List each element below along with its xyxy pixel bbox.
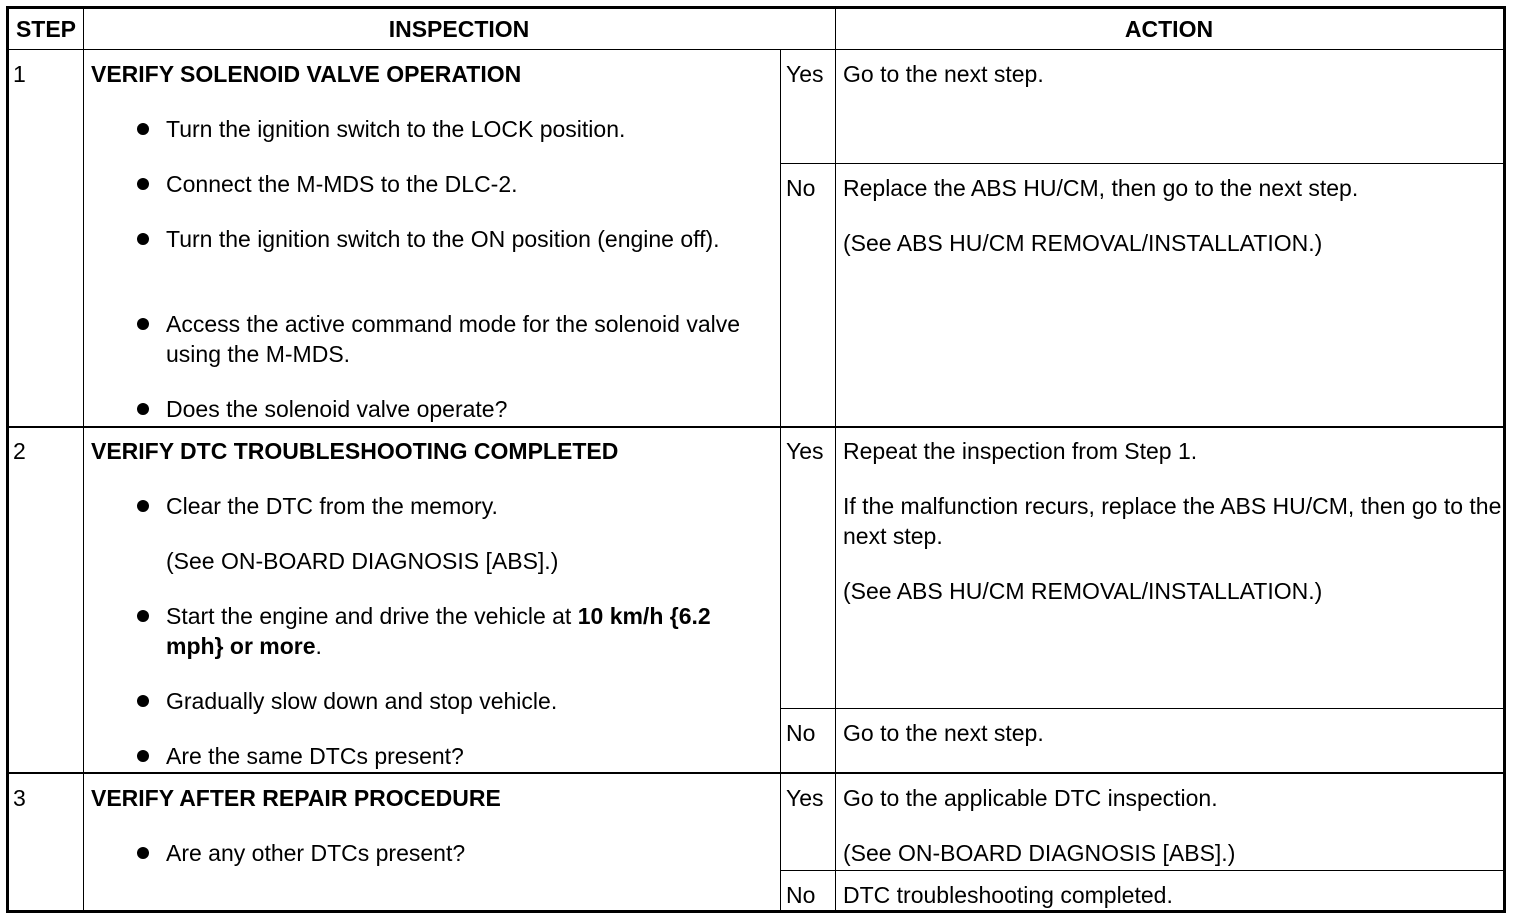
inspection-bullet: Clear the DTC from the memory.: [166, 493, 498, 519]
inspection-bullet: Does the solenoid valve operate?: [166, 396, 508, 422]
action-text: Replace the ABS HU/CM, then go to the next step.: [843, 175, 1359, 201]
action-text: Go to the next step.: [843, 720, 1044, 746]
step-title: VERIFY DTC TROUBLESHOOTING COMPLETED: [91, 438, 619, 464]
action-text: (See ABS HU/CM REMOVAL/INSTALLATION.): [843, 578, 1323, 604]
step-number: 3: [13, 785, 26, 811]
bullet-icon: [137, 123, 149, 135]
subrow-divider-1: [780, 163, 1503, 164]
subrow-divider-3: [780, 870, 1503, 871]
no-label: No: [786, 175, 816, 201]
bullet-icon: [137, 695, 149, 707]
inspection-bullet: [166, 601, 726, 661]
inspection-bullet: Gradually slow down and stop vehicle.: [166, 688, 558, 714]
step-number: 1: [13, 61, 26, 87]
inspection-bullet: Are the same DTCs present?: [166, 743, 464, 769]
bullet-text-end: .: [315, 633, 322, 659]
troubleshooting-table: [6, 6, 1506, 913]
inspection-bullet: Access the active command mode for the solenoid valve using the M-MDS.: [166, 311, 741, 367]
bullet-icon: [137, 847, 149, 859]
inspection-bullet: Are any other DTCs present?: [166, 840, 466, 866]
action-text: Go to the applicable DTC inspection.: [843, 785, 1218, 811]
inspection-bullet: Turn the ignition switch to the ON position (engine off).: [166, 226, 720, 252]
action-text: If the malfunction recurs, replace the ABS HU/CM, then go to the next step.: [843, 493, 1502, 549]
speed-value: 10 km/h {6.2 mph} or more: [166, 603, 711, 659]
subrow-divider-2: [780, 708, 1503, 709]
yes-label: Yes: [786, 438, 824, 464]
col-divider-yesno: [780, 49, 781, 910]
row-divider-1: [9, 426, 1503, 428]
header-inspection: INSPECTION: [388, 16, 530, 42]
inspection-bullet: Connect the M-MDS to the DLC-2.: [166, 171, 518, 197]
header-divider: [9, 49, 1503, 50]
header-step: STEP: [15, 16, 77, 42]
row-divider-2: [9, 772, 1503, 774]
inspection-reference: (See ON-BOARD DIAGNOSIS [ABS].): [166, 548, 559, 574]
no-label: No: [786, 720, 816, 746]
yes-label: Yes: [786, 785, 824, 811]
no-label: No: [786, 882, 816, 908]
action-text: (See ON-BOARD DIAGNOSIS [ABS].): [843, 840, 1236, 866]
col-divider-step: [83, 9, 84, 910]
bullet-icon: [137, 178, 149, 190]
bullet-icon: [137, 318, 149, 330]
header-action: ACTION: [1124, 16, 1214, 42]
step-title: VERIFY SOLENOID VALVE OPERATION: [91, 61, 522, 87]
step-number: 2: [13, 438, 26, 464]
action-text: (See ABS HU/CM REMOVAL/INSTALLATION.): [843, 230, 1323, 256]
action-text: DTC troubleshooting completed.: [843, 882, 1173, 908]
bullet-icon: [137, 610, 149, 622]
step-title: VERIFY AFTER REPAIR PROCEDURE: [91, 785, 501, 811]
yes-label: Yes: [786, 61, 824, 87]
inspection-bullet: Turn the ignition switch to the LOCK position.: [166, 116, 626, 142]
bullet-text-plain: Start the engine and drive the vehicle at: [166, 603, 578, 629]
bullet-icon: [137, 750, 149, 762]
action-text: Go to the next step.: [843, 61, 1044, 87]
bullet-icon: [137, 233, 149, 245]
col-divider-action: [835, 9, 836, 910]
bullet-icon: [137, 500, 149, 512]
action-text: Repeat the inspection from Step 1.: [843, 438, 1198, 464]
bullet-icon: [137, 403, 149, 415]
